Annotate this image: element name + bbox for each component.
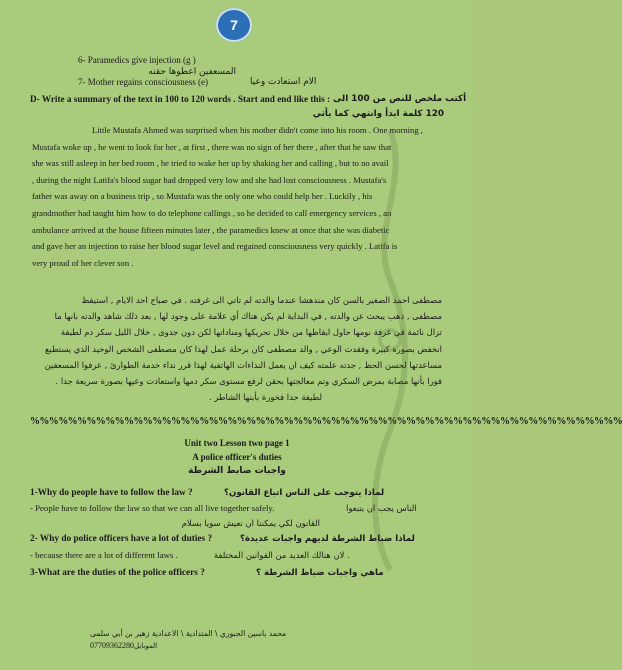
summary-ar-line: انخفض بصورة كبيرة وفقدت الوعي , والد مصطفى كان برحلة عمل لهذا كان مصطفى الشخص الوحيد الذي يستطيع (44, 343, 442, 354)
question-item-6-ar: المسعفين اعطوها حقنه (148, 67, 236, 77)
summary-line: Mustafa woke up , he went to look for her , at first , there was no sign of her there , after that he saw that (32, 141, 392, 152)
summary-line: father was away on a business trip , so Mustafa was the only one who could help her . Luckily , his (32, 191, 373, 202)
footer-author: محمد ياسين الجبوري \ المتدادية \ الاعدادية زهير بن أبي سلمى (90, 629, 287, 638)
summary-ar-line: مصطفى احمد الصغير بالسن كان مندهشا عندما والدته لم تاتي الى غرفته . في صباح احد الايام , استيقظ (81, 295, 442, 305)
answer-1: - People have to follow the law so that we can all live together safely. (30, 503, 275, 513)
question-3-ar: ماهي واجبات ضباط الشرطة ؟ (256, 568, 384, 578)
summary-line: very proud of her clever son . (32, 257, 134, 268)
section-divider: %%%%%%%%%%%%%%%%%%%%%%%%%%%%%%%%%%%%%%%%%%%%%%%%%%%%%%%%%%%%%%% (30, 416, 622, 427)
answer-2: - because there are a lot of different laws . (30, 550, 178, 560)
summary-line: grandmother had taught him how to do telephone callings , so he decided to call emergency services , an (32, 207, 392, 218)
page-number-badge: 7 (216, 8, 252, 42)
summary-ar-line: فورا بأنها مصابة بمرض السكري وتم معالجتها بحقن لرفع مستوى سكر دمها واستعادت وعيها بصورة سريعة جدا . (55, 376, 442, 387)
answer-1-ar-2: القانون لكي يمكننا ان نعيش سويا بسلام (181, 518, 320, 528)
lesson-subtitle-ar: واجبات ضابط الشرطة (188, 466, 286, 476)
answer-2-ar: لان هنالك العديد من القوانين المختلفة . (214, 550, 350, 560)
watermark-decoration (360, 120, 420, 580)
summary-ar-line: لطيفة جدا فخورة بأبنها الشاطر . (208, 392, 322, 403)
question-1-ar: لماذا يتوجب على الناس اتباع القانون؟ (224, 488, 385, 498)
summary-ar-line: مساعدتها لحسن الحظ , جدته علمته كيف ان يعمل النداءات الهاتفية لهذا قرر نداء خدمة الطوارئ , عرفوا المسعفين (44, 359, 442, 370)
answer-1-ar-1: الناس يجب ان يتبعوا (346, 503, 417, 513)
question-2-ar: لماذا ضباط الشرطة لديهم واجبات عديدة؟ (240, 534, 415, 544)
footer-phone: 07709362280الموبايل (90, 641, 158, 650)
question-item-6: 6- Paramedics give injection (g ) (78, 55, 196, 65)
task-heading: D- Write a summary of the text in 100 to 120 words . Start and end like this : (30, 94, 331, 104)
task-heading-ar-1: أكتب ملخص للنص من 100 الى (333, 94, 467, 104)
question-1: 1-Why do people have to follow the law ? (30, 488, 193, 498)
summary-line: she was still asleep in her bed room , he tried to wake her up by shaking her and calling , but to no avail (32, 158, 389, 169)
summary-ar-line: تزال نائمة في غرفة نومها حاول ايقاظها من خلال تحريكها ومناداتها لكن دون جدوى , خلال الليل سكر دم لطيفة (60, 327, 442, 338)
question-item-7-ar: الام استعادت وعيا (250, 77, 317, 87)
question-3: 3-What are the duties of the police officers ? (30, 568, 205, 578)
lesson-subtitle: A police officer's duties (192, 452, 282, 462)
summary-line: , during the night Latifa's blood sugar had dropped very low and she had lost consciousness . Mustafa's (32, 174, 387, 185)
question-2: 2- Why do police officers have a lot of duties ? (30, 534, 213, 544)
question-item-7: 7- Mother regains consciousness (e) (78, 77, 208, 87)
summary-line: ambulance arrived at the house fifteen minutes later , the paramedics knew at once that she was diabetic (32, 224, 390, 235)
summary-ar-line: مصطفى , ذهب يبحث عن والدته , في البداية لم يكن هناك أي علامة على وجود لها , بعد ذلك شاهد والدته بانها ما (54, 311, 442, 322)
summary-line: Little Mustafa Ahmed was surprised when his mother didn't come into his room . One morning , (92, 125, 423, 135)
task-heading-ar-2: 120 كلمة ابدأ وانتهي كما يأتي (312, 109, 444, 119)
lesson-title: Unit two Lesson two page 1 (184, 438, 290, 448)
summary-line: and gave her an injection to raise her blood sugar level and regained consciousness very quickly . Latifa is (32, 241, 398, 252)
